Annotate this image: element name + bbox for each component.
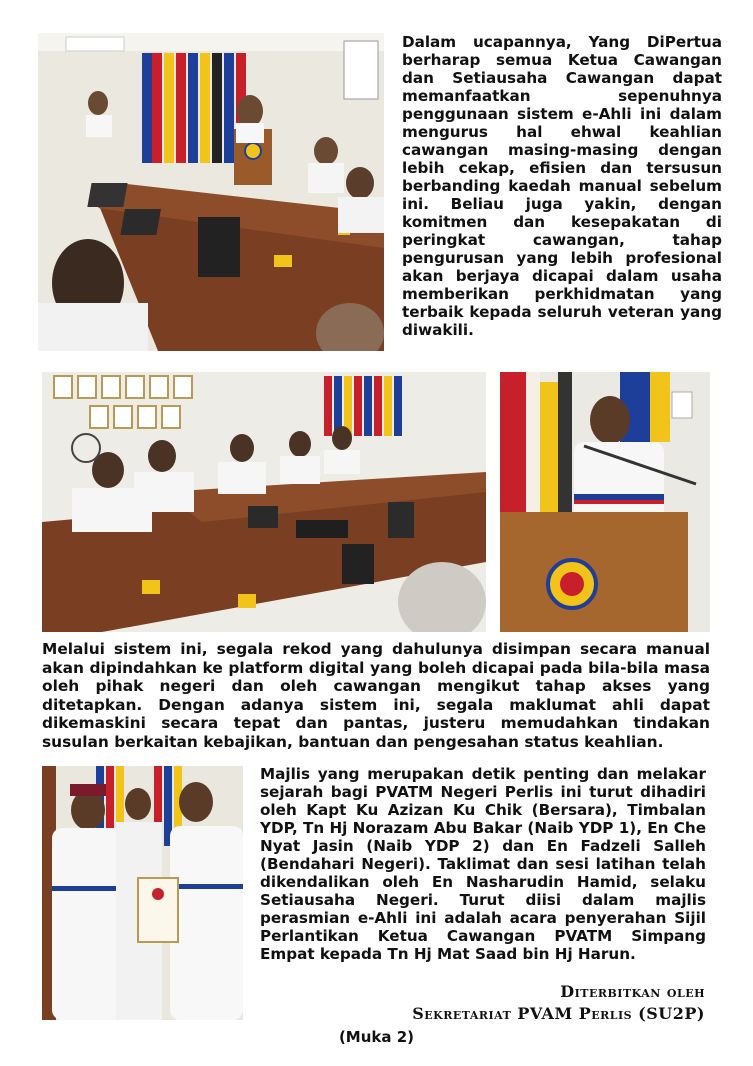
- article-paragraph-intro: Dalam ucapannya, Yang DiPertua berharap semua Ketua Cawangan dan Setiausaha Cawangan dapat memanfaatkan sepenuhnya penggunaan sistem e-Ahli ini dalam mengurus hal ehwal keahlian cawangan masing-masing dengan lebih cekap, efisien dan tersusun berbanding kaedah manual sebelum ini. Beliau juga yakin, dengan komitmen dan kesepakatan di peringkat cawangan, tahap pengurusan yang lebih profesional akan berjaya dicapai dalam usaha memberikan perkhidmatan yang terbaik kepada seluruh veteran yang diwakili.: [402, 33, 722, 339]
- photo-speaker-podium: [500, 372, 710, 632]
- article-paragraph-attendees: Majlis yang merupakan detik penting dan melakar sejarah bagi PVATM Negeri Perlis ini turut dihadiri oleh Kapt Ku Azizan Ku Chik (Bersara), Timbalan YDP, Tn Hj Norazam Abu Bakar (Naib YDP 1), En Che Nyat Jasin (Naib YDP 2) dan En Fadzeli Salleh (Bendahari Negeri). Taklimat dan sesi latihan telah dikendalikan oleh En Nasharudin Hamid, selaku Setiausaha Negeri. Turut diisi dalam majlis perasmian e-Ahli ini adalah acara penyerahan Sijil Perlantikan Ketua Cawangan PVATM Simpang Empat kepada Tn Hj Mat Saad bin Hj Harun.: [260, 765, 707, 963]
- publisher-name: Sekretariat PVAM Perlis (SU2P): [412, 1004, 705, 1023]
- publisher-line: Diterbitkan oleh: [560, 982, 705, 1001]
- article-paragraph-system: Melalui sistem ini, segala rekod yang dahulunya disimpan secara manual akan dipindahkan ke platform digital yang boleh dicapai pada bila-bila masa oleh pihak negeri dan oleh cawangan mengikut tahap akses yang ditetapkan. Dengan adanya sistem ini, segala maklumat ahli dapat dikemaskini secara tepat dan pantas, justeru memudahkan tindakan susulan berkaitan kebajikan, bantuan dan pengesahan status keahlian.: [42, 640, 710, 751]
- photo-certificate-handover: [42, 766, 243, 1020]
- photo-meeting-room: [38, 33, 384, 351]
- photo-participants-table: [42, 372, 486, 632]
- page-number: (Muka 2): [338, 1028, 415, 1046]
